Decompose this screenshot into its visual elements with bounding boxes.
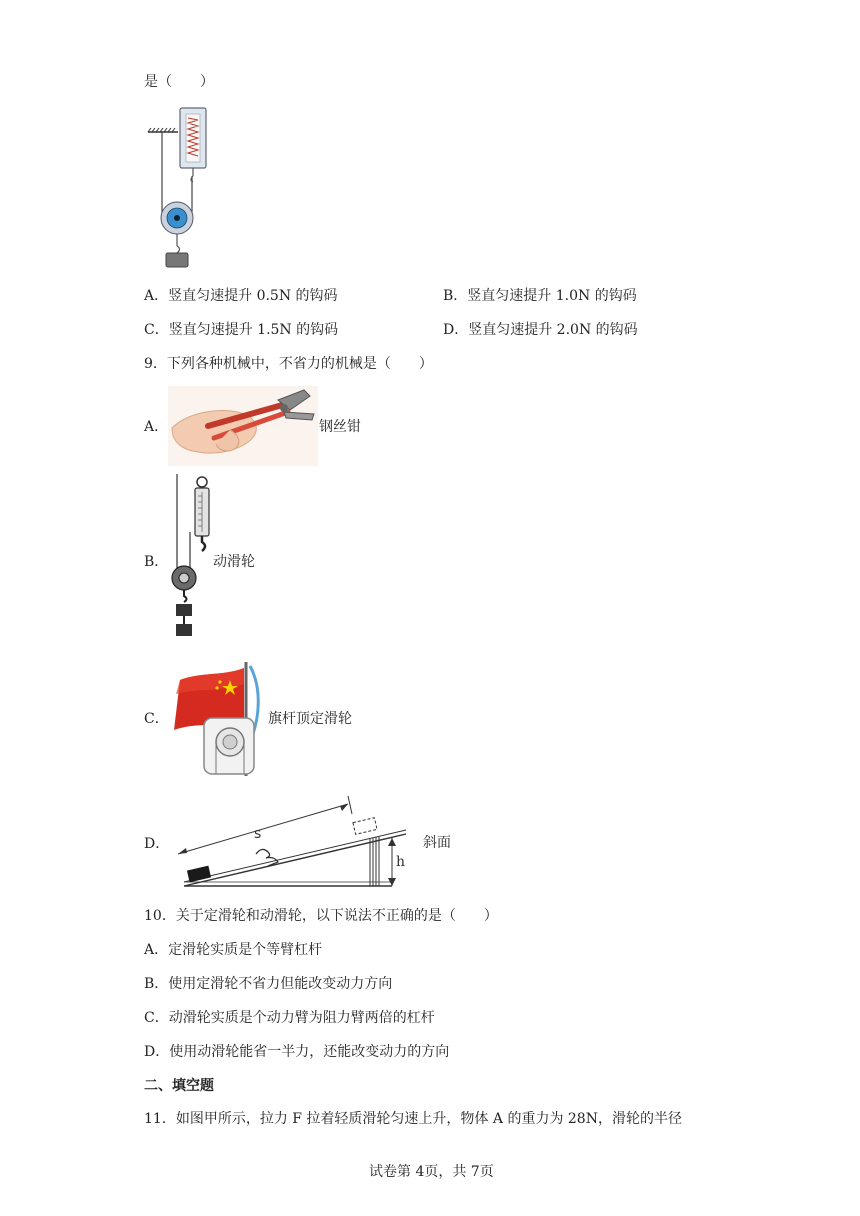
q10-option-b: B．使用定滑轮不省力但能改变动力方向 xyxy=(144,976,393,992)
movable-pulley-caption: 动滑轮 xyxy=(213,554,255,570)
incline-image xyxy=(170,792,422,894)
q8-pulley-figure xyxy=(140,100,220,272)
q10-option-a: A．定滑轮实质是个等臂杠杆 xyxy=(144,942,323,958)
q9-option-a-key: A． xyxy=(144,419,169,435)
q11-stem: 11．如图甲所示，拉力 F 拉着轻质滑轮匀速上升，物体 A 的重力为 28N，滑轮的半径 xyxy=(144,1111,682,1127)
section-title: 二、填空题 xyxy=(144,1078,214,1094)
q9-option-d-key: D． xyxy=(144,836,170,852)
q8-option-b: B．竖直匀速提升 1.0N 的钩码 xyxy=(443,288,637,304)
q9-stem: 9．下列各种机械中，不省力的机械是（ ） xyxy=(144,356,433,372)
q10-stem: 10．关于定滑轮和动滑轮，以下说法不正确的是（ ） xyxy=(144,908,498,924)
q9-option-c-key: C． xyxy=(144,711,169,727)
q8-stem-tail: 是（ ） xyxy=(144,74,214,90)
movable-pulley-image xyxy=(168,474,218,642)
flagpole-pulley-image xyxy=(170,658,266,776)
page-footer: 试卷第 4页，共 7页 xyxy=(369,1164,494,1180)
q8-option-a: A．竖直匀速提升 0.5N 的钩码 xyxy=(144,288,338,304)
q8-option-c: C．竖直匀速提升 1.5N 的钩码 xyxy=(144,322,339,338)
q9-option-b-key: B． xyxy=(144,554,169,570)
incline-label-h: h xyxy=(396,854,406,870)
incline-caption: 斜面 xyxy=(423,835,451,851)
flagpole-pulley-caption: 旗杆顶定滑轮 xyxy=(268,711,352,727)
incline-label-s: s xyxy=(254,826,262,842)
q8-option-d: D．竖直匀速提升 2.0N 的钩码 xyxy=(443,322,638,338)
pliers-caption: 钢丝钳 xyxy=(319,419,361,435)
q10-option-c: C．动滑轮实质是个动力臂为阻力臂两倍的杠杆 xyxy=(144,1010,435,1026)
pliers-image xyxy=(168,386,318,466)
q10-option-d: D．使用动滑轮能省一半力，还能改变动力的方向 xyxy=(144,1044,450,1060)
